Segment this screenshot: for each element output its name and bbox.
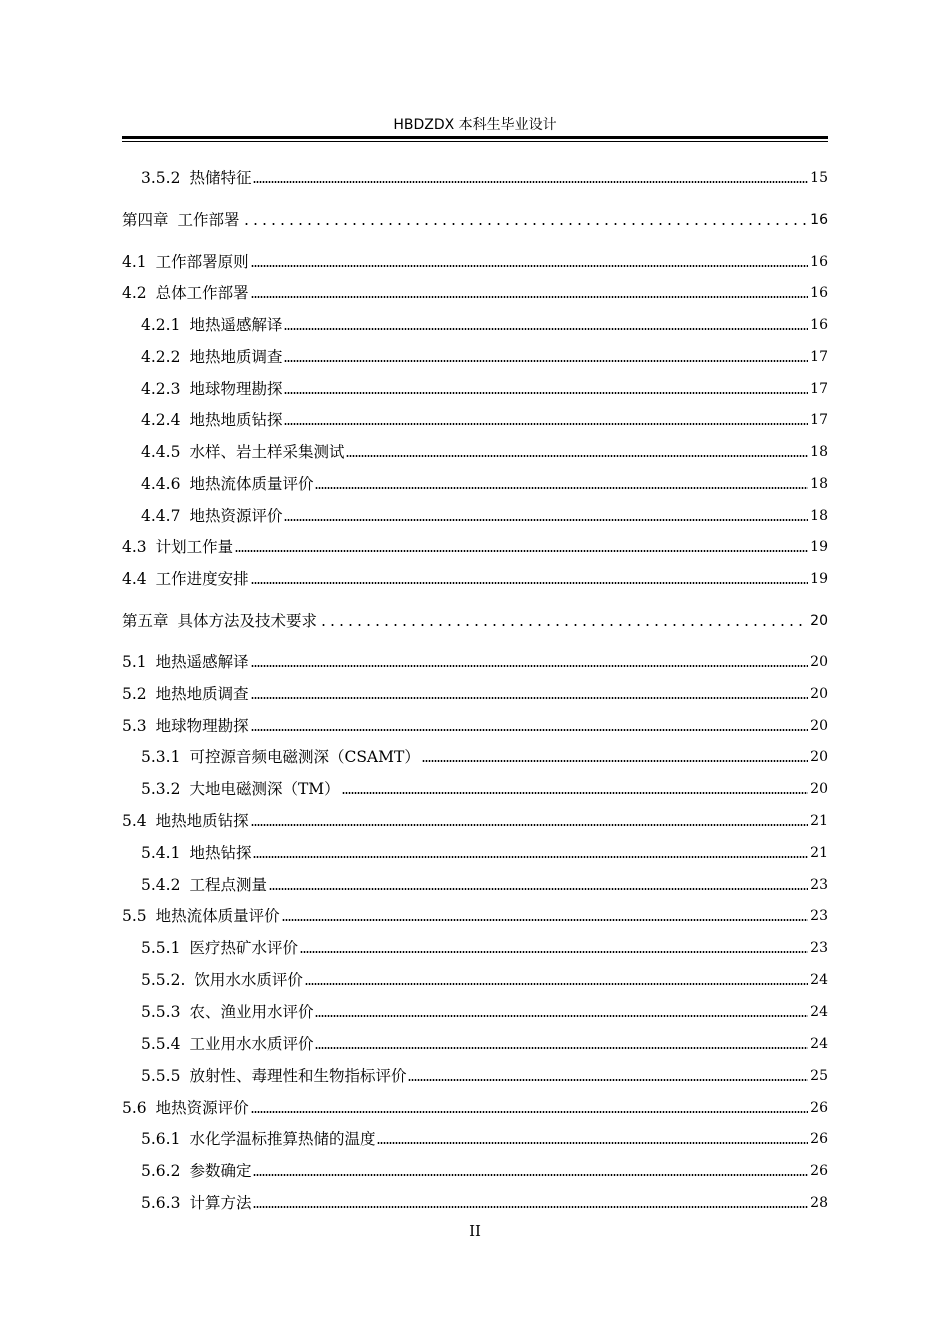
toc-entry-number: 4.2 [122,284,147,302]
toc-entry-number: 第四章 [122,211,169,229]
toc-entry-number: 5.5.5 [141,1067,181,1085]
dot-leader [305,983,808,985]
dot-leader [284,328,808,330]
toc-entry-title: 地热地质钻探 [189,411,283,429]
toc-entry[interactable] [122,248,828,272]
toc-entry-page: 24 [810,1004,828,1020]
toc-entry-page: 16 [810,212,828,228]
toc-entry-title: 地热资源评价 [189,507,283,525]
toc-entry[interactable] [122,1157,828,1181]
toc-entry-number: 4.2.4 [141,411,181,429]
toc-entry-page: 19 [810,539,828,555]
toc-entry-page: 20 [810,686,828,702]
toc-entry[interactable] [122,502,828,526]
running-header: HBDZDX 本科生毕业设计 [393,117,557,133]
toc-entry-title: 总体工作部署 [155,284,249,302]
toc-entry-title: 地热钻探 [189,844,252,862]
toc-entry-title: 地热遥感解译 [189,316,283,334]
page-number: II [469,1222,481,1240]
toc-entry-page: 26 [810,1131,828,1147]
toc-entry[interactable] [122,871,828,895]
toc-entry-number: 5.4.1 [141,844,181,862]
toc-entry-page: 20 [810,749,828,765]
toc-entry-title: 放射性、毒理性和生物指标评价 [189,1067,407,1085]
dot-leader [269,888,808,890]
dot-leader [251,296,809,298]
toc-entry[interactable] [122,934,828,958]
toc-entry-number: 5.5.4 [141,1035,181,1053]
toc-entry-title: 地热地质调查 [155,685,249,703]
toc-entry[interactable] [122,966,828,990]
toc-entry-page: 18 [810,508,828,524]
dot-leader [377,1142,808,1144]
dot-leader [235,550,808,552]
toc-entry-title: 工作进度安排 [155,570,249,588]
toc-entry-number: 4.1 [122,253,147,271]
toc-entry[interactable] [122,1030,828,1054]
toc-entry-page: 20 [810,613,828,629]
toc-entry[interactable] [122,311,828,335]
toc-entry-title: 大地电磁测深（TM） [189,780,340,798]
toc-entry-title: 饮用水水质评价 [194,971,303,989]
toc-entry-page: 20 [810,654,828,670]
toc-entry[interactable] [122,1125,828,1149]
toc-entry-page: 23 [810,940,828,956]
dot-leader [251,1111,809,1113]
toc-entry-page: 28 [810,1195,828,1211]
dot-leader [284,519,808,521]
toc-entry-number: 5.5.1 [141,939,181,957]
toc-entry-title: 热储特征 [189,169,252,187]
dot-leader [284,360,808,362]
toc-entry-number: 5.5.3 [141,1003,181,1021]
toc-entry-number: 5.6.3 [141,1194,181,1212]
toc-entry-page: 18 [810,476,828,492]
toc-entry-title: 医疗热矿水评价 [189,939,298,957]
toc-entry-number: 第五章 [122,612,169,630]
toc-entry[interactable] [122,902,828,926]
toc-entry-number: 5.3.2 [141,780,181,798]
toc-entry[interactable] [122,343,828,367]
toc-entry-number: 5.3 [122,717,147,735]
dot-leader [284,392,808,394]
toc-entry-page: 17 [810,349,828,365]
toc-entry-number: 5.4.2 [141,876,181,894]
toc-entry-title: 水化学温标推算热储的温度 [189,1130,376,1148]
toc-entry-title: 地热遥感解译 [155,653,249,671]
toc-entry-title: 参数确定 [189,1162,252,1180]
toc-entry-title: 工程点测量 [189,876,267,894]
dot-leader [251,824,809,826]
toc-entry-title: 农、渔业用水评价 [189,1003,314,1021]
dot-leader [346,455,808,457]
toc-entry-number: 4.2.2 [141,348,181,366]
toc-entry-title: 地热资源评价 [155,1099,249,1117]
dot-leader [251,697,809,699]
toc-entry-number: 5.6 [122,1099,147,1117]
toc-entry-title: 地热流体质量评价 [155,907,280,925]
dot-leader [282,919,809,921]
toc-entry[interactable] [122,807,828,831]
toc-entry-title: 地球物理勘探 [189,380,283,398]
dot-leader [253,1206,808,1208]
dot-leader [253,1174,808,1176]
toc-entry[interactable] [122,279,828,303]
dot-leader [422,760,808,762]
toc-entry-title: 地球物理勘探 [155,717,249,735]
toc-entry-page: 23 [810,908,828,924]
toc-entry-page: 16 [810,254,828,270]
toc-entry[interactable] [122,438,828,462]
dot-leader [315,1047,808,1049]
toc-chapter-entry[interactable] [122,607,828,631]
toc-entry-number: 5.4 [122,812,147,830]
dot-leader [253,856,808,858]
toc-entry[interactable] [122,1062,828,1086]
toc-entry-page: 20 [810,718,828,734]
toc-entry-number: 4.4.7 [141,507,181,525]
toc-entry-number: 4.4 [122,570,147,588]
dot-leader [300,951,808,953]
dot-leader [251,665,809,667]
toc-entry-title: 地热流体质量评价 [189,475,314,493]
toc-entry[interactable] [122,565,828,589]
toc-entry-title: 计划工作量 [155,538,234,556]
dot-leader [251,265,809,267]
toc-entry-number: 4.4.6 [141,475,181,493]
toc-entry-number: 3.5.2 [141,169,181,187]
toc-entry-number: 4.4.5 [141,443,181,461]
toc-entry-title: 地热地质调查 [189,348,283,366]
dot-leader [315,1015,808,1017]
toc-entry-number: 5.5.2. [141,971,186,989]
toc-entry-page: 17 [810,412,828,428]
dot-leader [284,423,808,425]
toc-entry[interactable] [122,680,828,704]
dot-leader [242,223,809,225]
toc-entry-page: 15 [810,170,828,186]
toc-entry-page: 21 [810,813,828,829]
toc-entry-page: 16 [810,285,828,301]
toc-entry-page: 20 [810,781,828,797]
toc-entry[interactable] [122,743,828,767]
toc-entry[interactable] [122,998,828,1022]
toc-entry-number: 5.1 [122,653,147,671]
toc-entry-title: 地热地质钻探 [155,812,249,830]
toc-chapter-entry[interactable] [122,206,828,230]
toc-entry-number: 4.2.3 [141,380,181,398]
toc-entry[interactable] [122,533,828,557]
toc-entry[interactable] [122,375,828,399]
toc-entry-number: 4.2.1 [141,316,181,334]
toc-entry-number: 5.5 [122,907,147,925]
toc-entry[interactable] [122,164,828,188]
toc-entry-page: 24 [810,1036,828,1052]
toc-entry[interactable] [122,1189,828,1213]
toc-entry-page: 18 [810,444,828,460]
toc-entry-number: 5.6.1 [141,1130,181,1148]
toc-entry-number: 5.2 [122,685,147,703]
toc-entry-number: 5.6.2 [141,1162,181,1180]
toc-entry-title: 工作部署 [177,211,240,229]
toc-entry[interactable] [122,648,828,672]
toc-entry[interactable] [122,712,828,736]
toc-entry[interactable] [122,839,828,863]
toc-entry-page: 17 [810,381,828,397]
toc-entry-page: 26 [810,1163,828,1179]
toc-entry[interactable] [122,1094,828,1118]
toc-entry-page: 23 [810,877,828,893]
toc-entry-title: 工业用水水质评价 [189,1035,314,1053]
dot-leader [342,792,809,794]
toc-entry-title: 可控源音频电磁测深（CSAMT） [189,748,420,766]
toc-entry[interactable] [122,406,828,430]
dot-leader [251,582,809,584]
toc-entry-page: 16 [810,317,828,333]
toc-entry-page: 24 [810,972,828,988]
dot-leader [253,181,808,183]
toc-entry-title: 水样、岩土样采集测试 [189,443,345,461]
toc-entry[interactable] [122,470,828,494]
dot-leader [315,487,808,489]
toc-entry-title: 具体方法及技术要求 [177,612,318,630]
dot-leader [408,1079,808,1081]
toc-entry-page: 26 [810,1100,828,1116]
toc-entry[interactable] [122,775,828,799]
toc-entry-number: 4.3 [122,538,147,556]
dot-leader [251,729,809,731]
toc-entry-number: 5.3.1 [141,748,181,766]
toc-entry-title: 计算方法 [189,1194,252,1212]
dot-leader [319,624,808,626]
toc-entry-page: 21 [810,845,828,861]
toc-entry-page: 25 [810,1068,828,1084]
toc-entry-page: 19 [810,571,828,587]
toc-entry-title: 工作部署原则 [155,253,249,271]
